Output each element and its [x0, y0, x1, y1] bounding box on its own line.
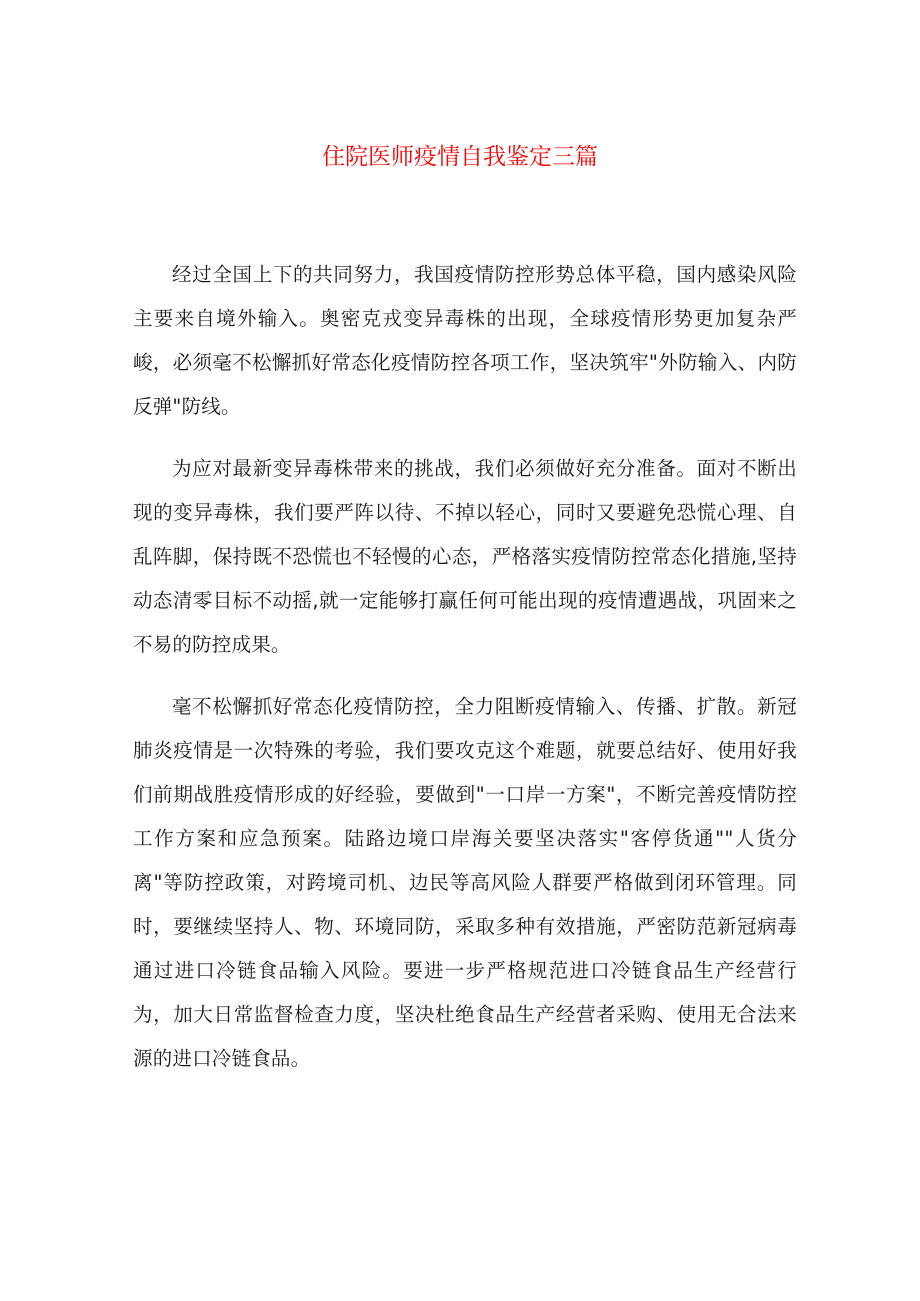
paragraph-1: 经过全国上下的共同努力，我国疫情防控形势总体平稳，国内感染风险主要来自境外输入。奥密克戎变异毒株的出现，全球疫情形势更加复杂严峻，必须毫不松懈抓好常态化疫情防控各项工作，坚决筑牢"外防输入、内防反弹"防线。 — [133, 263, 797, 418]
paragraph-2: 为应对最新变异毒株带来的挑战，我们必须做好充分准备。面对不断出现的变异毒株，我们要严阵以待、不掉以轻心，同时又要避免恐慌心理、自乱阵脚，保持既不恐慌也不轻慢的心态，严格落实疫情防控常态化措施,坚持动态清零目标不动摇,就一定能够打赢任何可能出现的疫情遭遇战，巩固来之不易的防控成果。 — [133, 457, 797, 656]
paragraph-3: 毫不松懈抓好常态化疫情防控，全力阻断疫情输入、传播、扩散。新冠肺炎疫情是一次特殊的考验，我们要攻克这个难题，就要总结好、使用好我们前期战胜疫情形成的好经验，要做到"一口岸一方案"，不断完善疫情防控工作方案和应急预案。陆路边境口岸海关要坚决落实"客停货通""人货分离"等防控政策，对跨境司机、边民等高风险人群要严格做到闭环管理。同时，要继续坚持人、物、环境同防，采取多种有效措施，严密防范新冠病毒通过进口冷链食品输入风险。要进一步严格规范进口冷链食品生产经营行为，加大日常监督检查力度，坚决杜绝食品生产经营者采购、使用无合法来源的进口冷链食品。 — [133, 695, 797, 1070]
document-body — [133, 253, 797, 1099]
document-title: 住院医师疫情自我鉴定三篇 — [322, 144, 598, 170]
